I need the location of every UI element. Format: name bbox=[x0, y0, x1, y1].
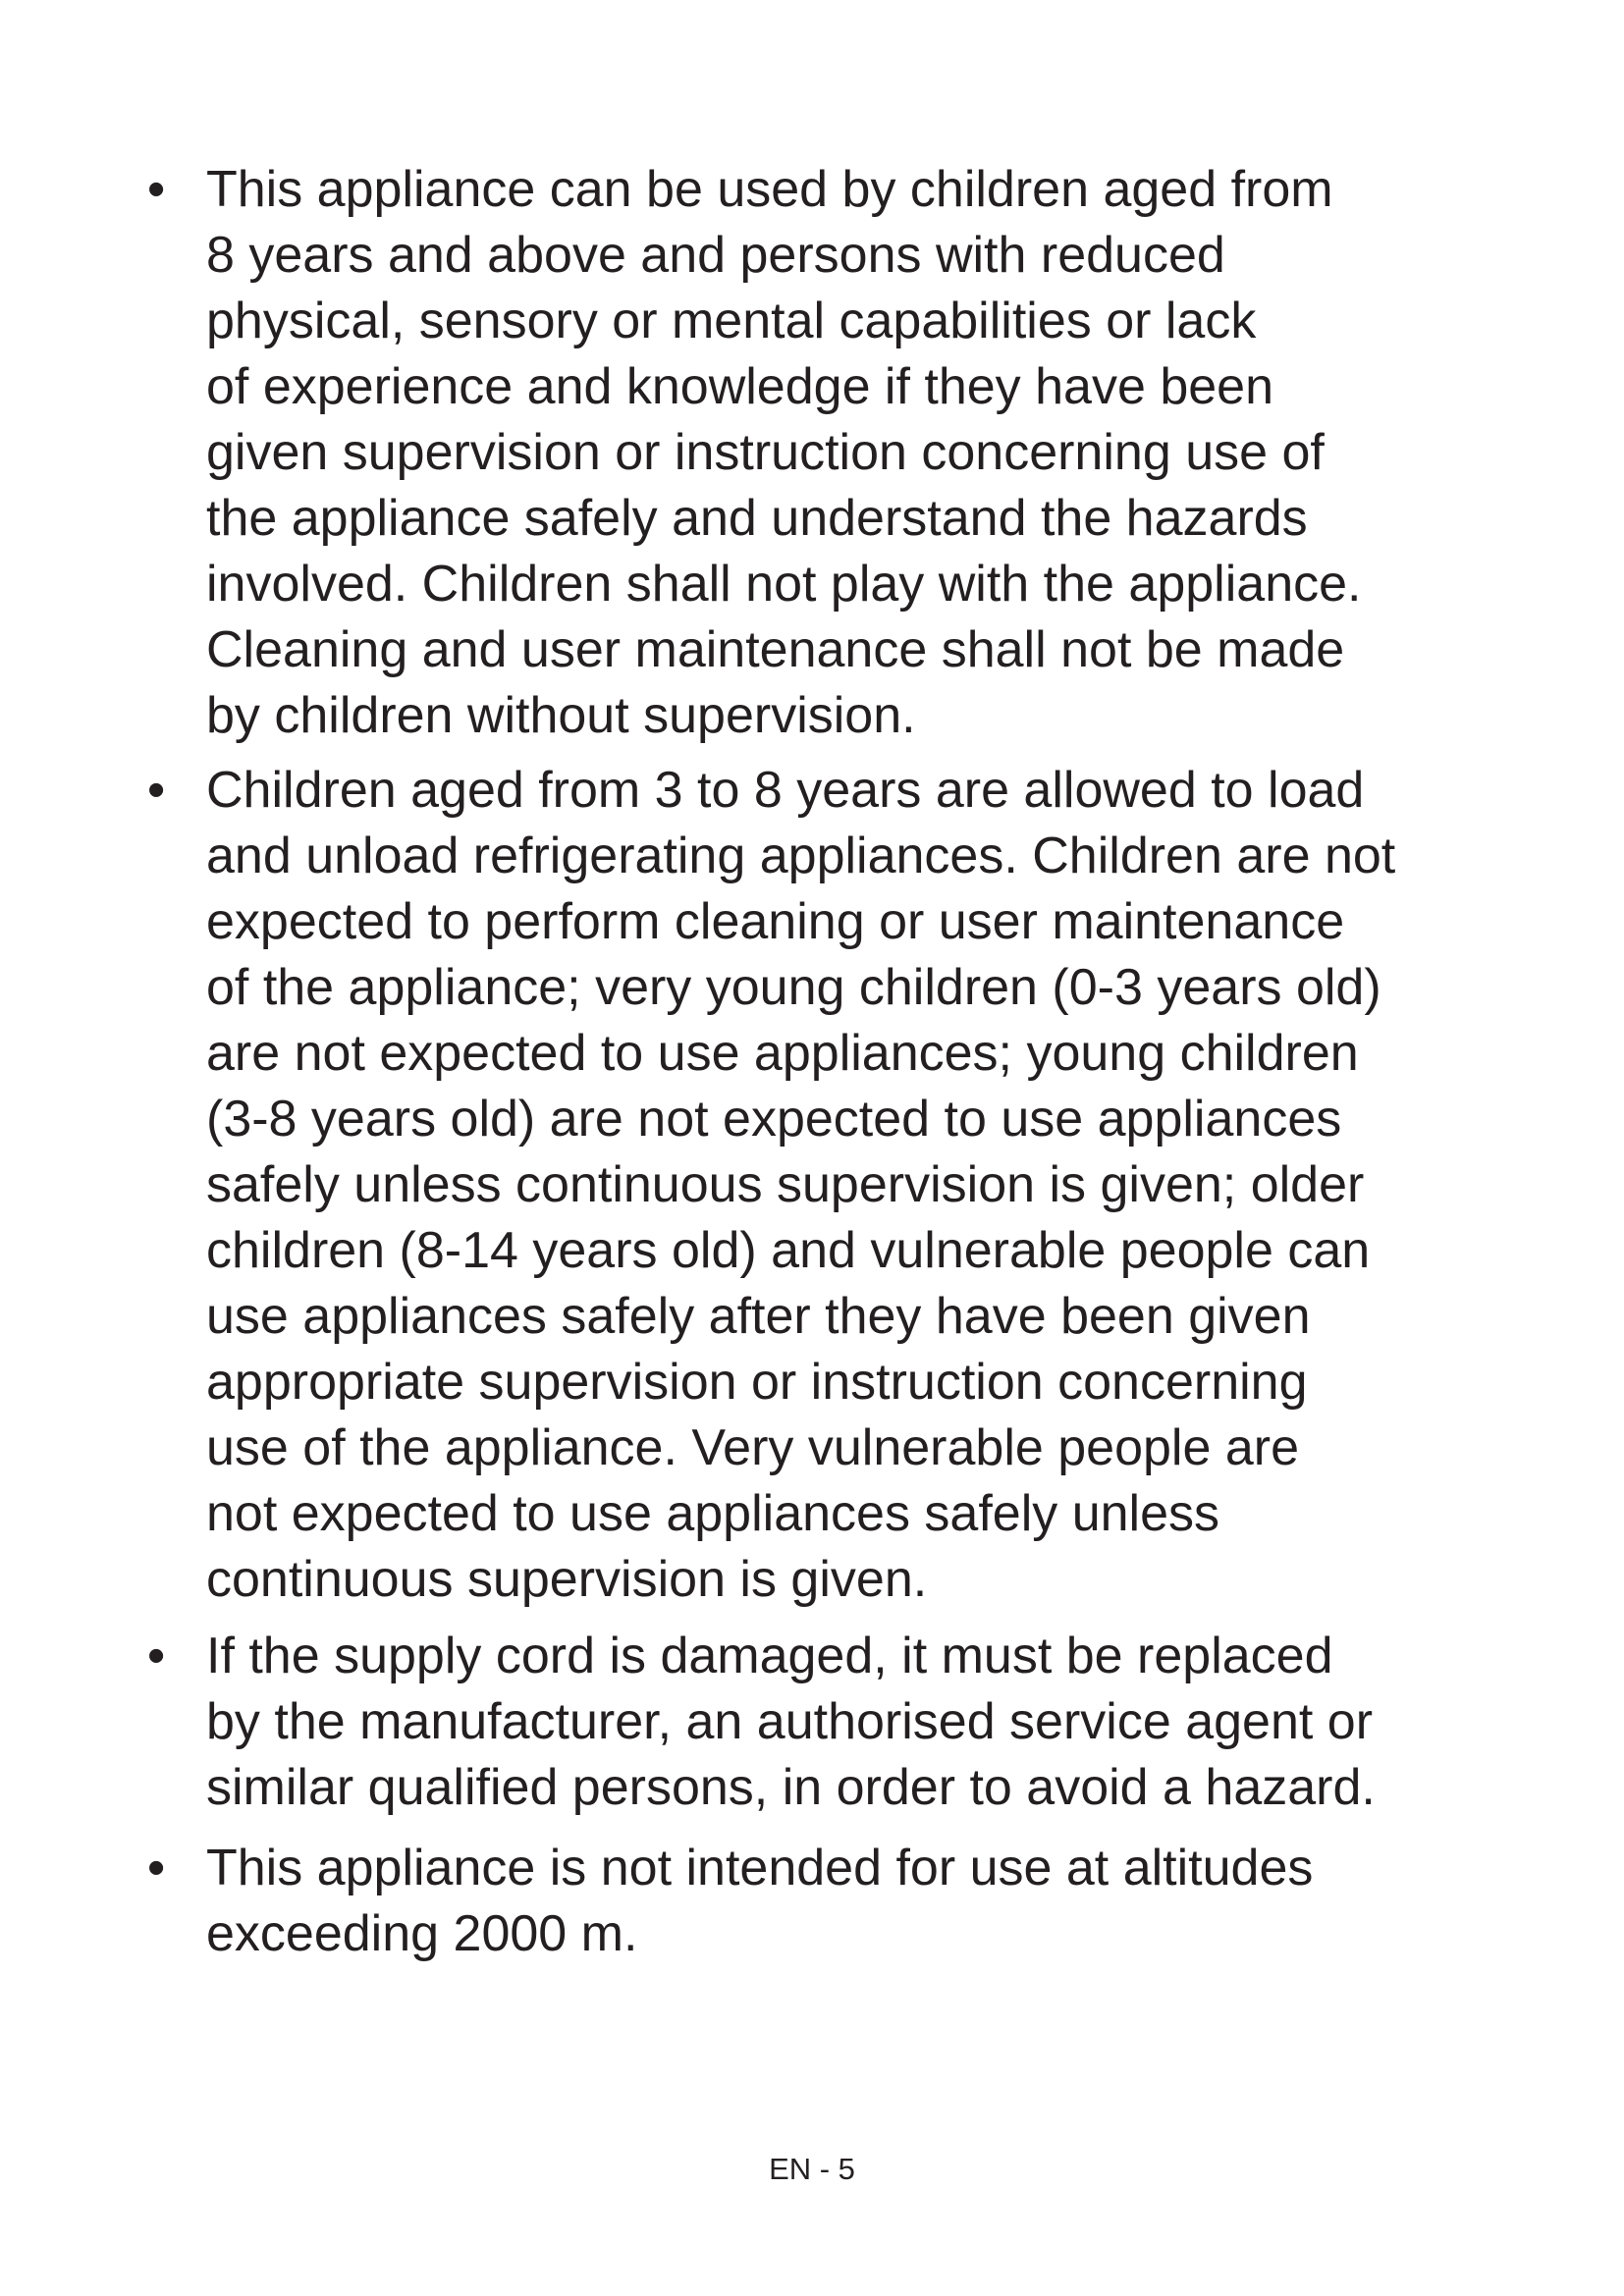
bullet-text bbox=[206, 758, 1395, 1613]
bullet-icon: • bbox=[147, 762, 166, 819]
text-line: use appliances safely after they have been given bbox=[206, 1288, 1311, 1345]
text-line: If the supply cord is damaged, it must be replaced bbox=[206, 1628, 1333, 1684]
bullet-text bbox=[206, 157, 1361, 749]
text-line: expected to perform cleaning or user maintenance bbox=[206, 893, 1345, 950]
text-line: exceeding 2000 m. bbox=[206, 1905, 638, 1962]
text-line: of the appliance; very young children (0-3 years old) bbox=[206, 959, 1381, 1016]
text-line: Cleaning and user maintenance shall not be made bbox=[206, 621, 1345, 678]
bullet-icon: • bbox=[147, 1628, 166, 1684]
text-line: are not expected to use appliances; young children bbox=[206, 1025, 1359, 1082]
text-line: safely unless continuous supervision is given; older bbox=[206, 1156, 1365, 1213]
bullet-text bbox=[206, 1836, 1313, 1967]
text-line: similar qualified persons, in order to avoid a hazard. bbox=[206, 1759, 1376, 1816]
text-line: (3-8 years old) are not expected to use appliances bbox=[206, 1091, 1342, 1148]
text-line: use of the appliance. Very vulnerable people are bbox=[206, 1419, 1299, 1476]
text-line: and unload refrigerating appliances. Children are not bbox=[206, 828, 1396, 884]
text-line: the appliance safely and understand the hazards bbox=[206, 490, 1308, 547]
text-line: by the manufacturer, an authorised service agent or bbox=[206, 1693, 1374, 1750]
text-line: This appliance is not intended for use at altitudes bbox=[206, 1840, 1314, 1896]
text-line: continuous supervision is given. bbox=[206, 1551, 928, 1608]
page-number: EN - 5 bbox=[769, 2152, 855, 2186]
text-line: This appliance can be used by children aged from bbox=[206, 161, 1333, 218]
text-line: not expected to use appliances safely unless bbox=[206, 1485, 1220, 1542]
text-line: children (8-14 years old) and vulnerable people can bbox=[206, 1222, 1371, 1279]
text-line: given supervision or instruction concerning use of bbox=[206, 424, 1325, 481]
bullet-icon: • bbox=[147, 161, 166, 218]
text-line: physical, sensory or mental capabilities or lack bbox=[206, 293, 1257, 349]
bullet-text bbox=[206, 1624, 1376, 1821]
text-line: involved. Children shall not play with the appliance. bbox=[206, 556, 1362, 613]
text-line: by children without supervision. bbox=[206, 687, 916, 744]
text-line: of experience and knowledge if they have been bbox=[206, 358, 1273, 415]
text-line: Children aged from 3 to 8 years are allowed to load bbox=[206, 762, 1365, 819]
text-line: appropriate supervision or instruction concerning bbox=[206, 1354, 1308, 1411]
bullet-icon: • bbox=[147, 1840, 166, 1896]
text-line: 8 years and above and persons with reduced bbox=[206, 227, 1225, 284]
